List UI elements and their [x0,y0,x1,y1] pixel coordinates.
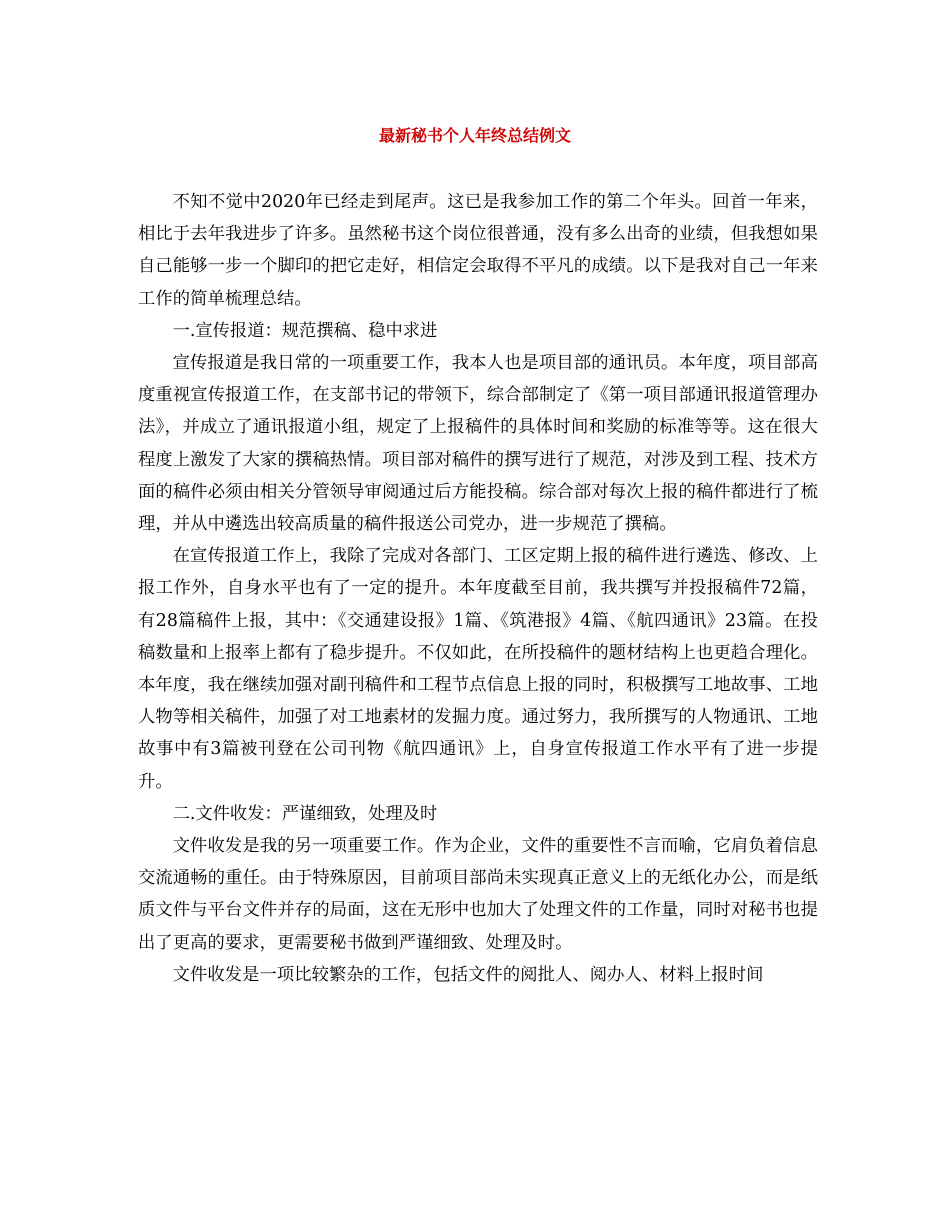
intro-paragraph: 不知不觉中2020年已经走到尾声。这已是我参加工作的第二个年头。回首一年来，相比于去年我进步了许多。虽然秘书这个岗位很普通，没有多么出奇的业绩，但我想如果自己能够一步一个脚印的把它走好，相信定会取得不平凡的成绩。以下是我对自己一年来工作的简单梳理总结。 [138,192,818,309]
publicity-paragraph-1: 宣传报道是我日常的一项重要工作，我本人也是项目部的通讯员。本年度，项目部高度重视宣传报道工作，在支部书记的带领下，综合部制定了《第一项目部通讯报道管理办法》，并成立了通讯报道小组，规定了上报稿件的具体时间和奖励的标准等等。这在很大程度上激发了大家的撰稿热情。项目部对稿件的撰写进行了规范，对涉及到工程、技术方面的稿件必须由相关分管领导审阅通过后方能投稿。综合部对每次上报的稿件都进行了梳理，并从中遴选出较高质量的稿件报送公司党办，进一步规范了撰稿。 [138,353,818,535]
section-heading-documents: 二.文件收发：严谨细致，处理及时 [172,803,438,824]
documents-paragraph-1: 文件收发是我的另一项重要工作。作为企业，文件的重要性不言而喻，它肩负着信息交流通畅的重任。由于特殊原因，目前项目部尚未实现真正意义上的无纸化办公，而是纸质文件与平台文件并存的局面，这在无形中也加大了处理文件的工作量，同时对秘书也提出了更高的要求，更需要秘书做到严谨细致、处理及时。 [138,836,818,953]
document-body [138,186,818,991]
section-heading-publicity: 一.宣传报道：规范撰稿、稳中求进 [172,320,438,341]
publicity-paragraph-2: 在宣传报道工作上，我除了完成对各部门、工区定期上报的稿件进行遴选、修改、上报工作外，自身水平也有了一定的提升。本年度截至目前，我共撰写并投报稿件72篇，有28篇稿件上报，其中：《交通建设报》1篇、《筑港报》4篇、《航四通讯》23篇。在投稿数量和上报率上都有了稳步提升。不仅如此，在所投稿件的题材结构上也更趋合理化。本年度，我在继续加强对副刊稿件和工程节点信息上报的同时，积极撰写工地故事、工地人物等相关稿件，加强了对工地素材的发掘力度。通过努力，我所撰写的人物通讯、工地故事中有3篇被刊登在公司刊物《航四通讯》上，自身宣传报道工作水平有了进一步提升。 [138,546,818,792]
documents-paragraph-2: 文件收发是一项比较繁杂的工作，包括文件的阅批人、阅办人、材料上报时间 [172,964,764,985]
document-title: 最新秘书个人年终总结例文 [378,126,571,145]
